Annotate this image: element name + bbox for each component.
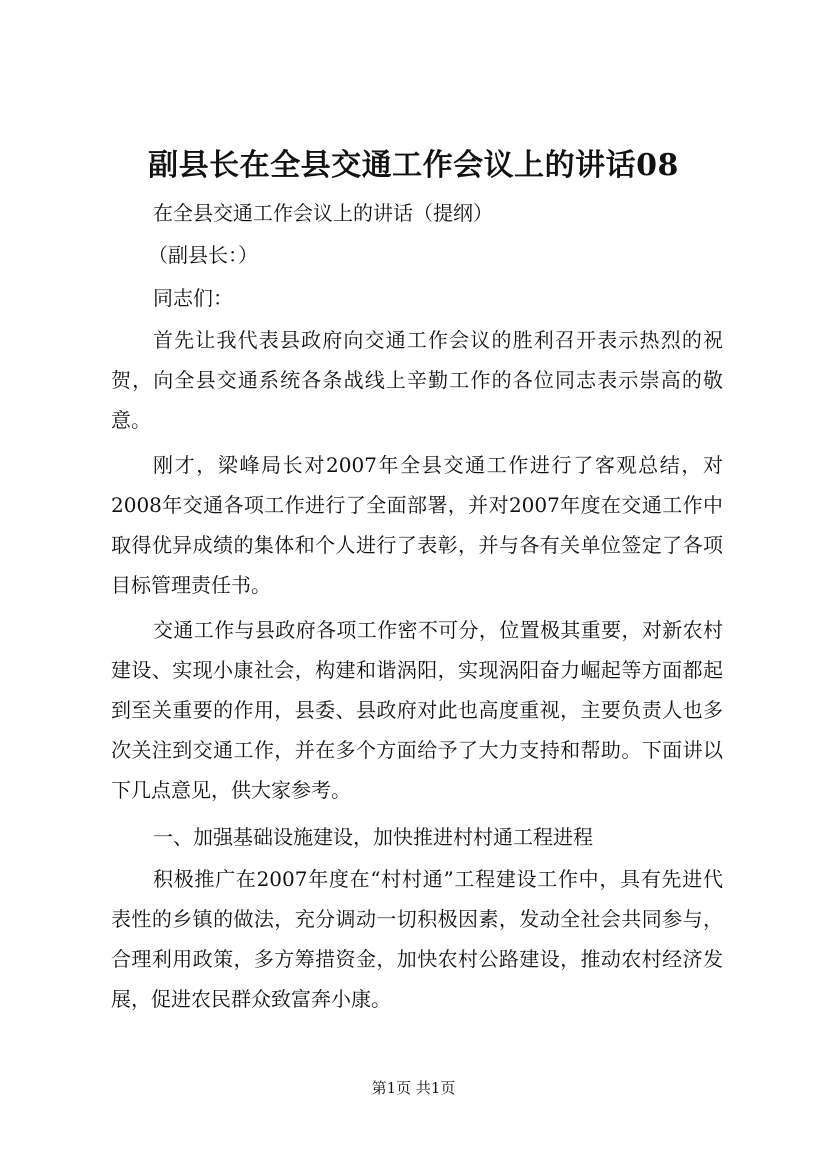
section-paragraph: 积极推广在2007年度在“村村通”工程建设工作中，具有先进代表性的乡镇的做法，充分调动一切积极因素，发动全社会共同参与，合理利用政策，多方筹措资金，加快农村公路建设，推动农村经济发展，促进农民群众致富奔小康。 (111, 867, 723, 1011)
document-subtitle: 在全县交通工作会议上的讲话（提纲） (153, 201, 493, 225)
section-heading: 一、加强基础设施建设，加快推进村村通工程进程 (153, 825, 593, 849)
paragraph-importance: 交通工作与县政府各项工作密不可分，位置极其重要，对新农村建设、实现小康社会，构建和谐涡阳，实现涡阳奋力崛起等方面都起到至关重要的作用，县委、县政府对此也高度重视，主要负责人也多次关注到交通工作，并在多个方面给予了大力支持和帮助。下面讲以下几点意见，供大家参考。 (111, 618, 723, 802)
document-title: 副县长在全县交通工作会议上的讲话08 (148, 148, 679, 183)
page-footer: 第1页 共1页 (371, 1079, 456, 1097)
speaker-line: （副县长：） (148, 243, 258, 267)
paragraph-review: 刚才，梁峰局长对2007年全县交通工作进行了客观总结，对2008年交通各项工作进行了全面部署，并对2007年度在交通工作中取得优异成绩的集体和个人进行了表彰，并与各有关单位签定了各项目标管理责任书。 (111, 453, 723, 597)
paragraph-opening: 首先让我代表县政府向交通工作会议的胜利召开表示热烈的祝贺，向全县交通系统各条战线上辛勤工作的各位同志表示崇高的敬意。 (111, 328, 723, 432)
greeting: 同志们： (153, 286, 233, 310)
